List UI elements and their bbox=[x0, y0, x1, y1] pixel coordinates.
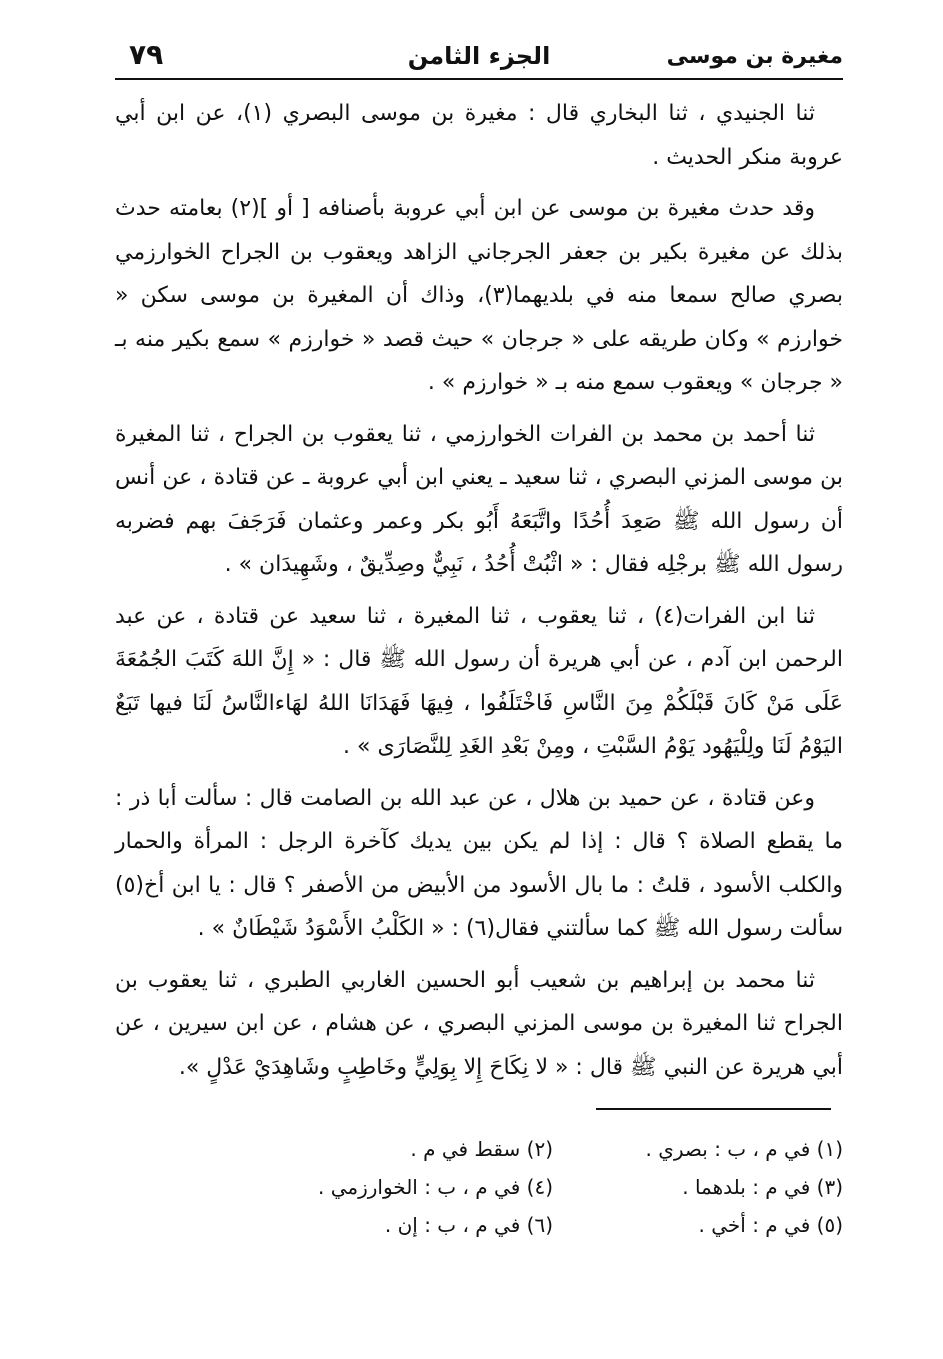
footnote-4: (٤) في م ، ب : الخوارزمي . bbox=[317, 1175, 553, 1199]
footnote-row bbox=[230, 1130, 843, 1168]
footnote-5: (٥) في م : أخي . bbox=[698, 1213, 843, 1237]
paragraph-4: ثنا ابن الفرات(٤) ، ثنا يعقوب ، ثنا المغيرة ، ثنا سعيد عن قتادة ، عن عبد الرحمن ابن آدم ، عن أبي هريرة أن رسول الله ﷺ قال : « إِنَّ اللهَ كَتَبَ الجُمُعَةَ عَلَى مَنْ كَانَ قَبْلَكُمْ مِنَ النَّاسِ فَاخْتَلَفُوا ، فِيهَا فَهَدَانَا اللهُ لهَاءالنَّاسُ لَنَا فيها تَبَعٌ اليَوْمُ لَنَا ولِلْيَهُود يَوْمُ السَّبْتِ ، ومِنْ بَعْدِ الغَدِ لِلنَّصَارَى » . bbox=[115, 603, 843, 759]
footnote-divider bbox=[596, 1108, 831, 1110]
paragraph-5: وعن قتادة ، عن حميد بن هلال ، عن عبد الله بن الصامت قال : سألت أبا ذر : ما يقطع الصلاة ؟ قال : إذا لم يكن بين يديك كآخرة الرجل : المرأة والحمار والكلب الأسود ، قلتُ : ما بال الأسود من الأبيض من الأصفر ؟ قال : يا ابن أخ(٥) سألت رسول الله ﷺ كما سألتني فقال(٦) : « الكَلْبُ الأَسْوَدُ شَيْطَانٌ » . bbox=[115, 785, 843, 941]
main-text bbox=[115, 92, 843, 1097]
footnote-row bbox=[230, 1168, 843, 1206]
footnote-1: (١) في م ، ب : بصري . bbox=[645, 1137, 843, 1161]
running-title: مغيرة بن موسى bbox=[666, 44, 843, 69]
paragraph-2: وقد حدث مغيرة بن موسى عن ابن أبي عروبة بأصنافه [ أو ](٢) بعامته حدث بذلك عن مغيرة بكير بن جعفر الجرجاني الزاهد ويعقوب بن الجراح الخوارزمي بصري صالح سمعا منه في بلديهما(٣)، وذاك أن المغيرة بن موسى سكن « خوارزم » وكان طريقه على « جرجان » حيث قصد « خوارزم » سمع بكير منه بـ « جرجان » ويعقوب سمع منه بـ « خوارزم » . bbox=[115, 196, 843, 395]
footnote-row bbox=[230, 1206, 843, 1244]
paragraph-1: ثنا الجنيدي ، ثنا البخاري قال : مغيرة بن موسى البصري (١)، عن ابن أبي عروبة منكر الحديث . bbox=[115, 101, 843, 170]
footnotes bbox=[230, 1130, 843, 1244]
page-header bbox=[115, 38, 843, 80]
paragraph-3: ثنا أحمد بن محمد بن الفرات الخوارزمي ، ثنا يعقوب بن الجراح ، ثنا المغيرة بن موسى المزني البصري ، ثنا سعيد ـ يعني ابن أبي عروبة ـ عن قتادة ، عن أنس أن رسول الله ﷺ صَعِدَ أُحُدًا واتَّبَعَهُ أَبُو بكر وعمر وعثمان فَرَجَفَ بهم فضربه رسول الله ﷺ برجْلِه فقال : « اثْبُتْ أُحُدُ ، نَبِيٌّ وصِدِّيقٌ ، وشَهِيدَان » . bbox=[115, 421, 843, 577]
part-title: الجزء الثامن bbox=[407, 42, 551, 70]
footnote-6: (٦) في م ، ب : إن . bbox=[384, 1213, 553, 1237]
page-number: ٧٩ bbox=[129, 38, 164, 71]
footnote-3: (٣) في م : بلدهما . bbox=[682, 1175, 843, 1199]
paragraph-6: ثنا محمد بن إبراهيم بن شعيب أبو الحسين الغاربي الطبري ، ثنا يعقوب بن الجراح ثنا المغيرة بن موسى المزني البصري ، عن هشام ، عن ابن سيرين ، عن أبي هريرة عن النبي ﷺ قال : « لا نِكَاحَ إِلا بِوَلِيٍّ وخَاطِبٍ وشَاهِدَيْ عَدْلٍ ». bbox=[115, 967, 843, 1080]
footnote-2: (٢) سقط في م . bbox=[410, 1137, 553, 1161]
